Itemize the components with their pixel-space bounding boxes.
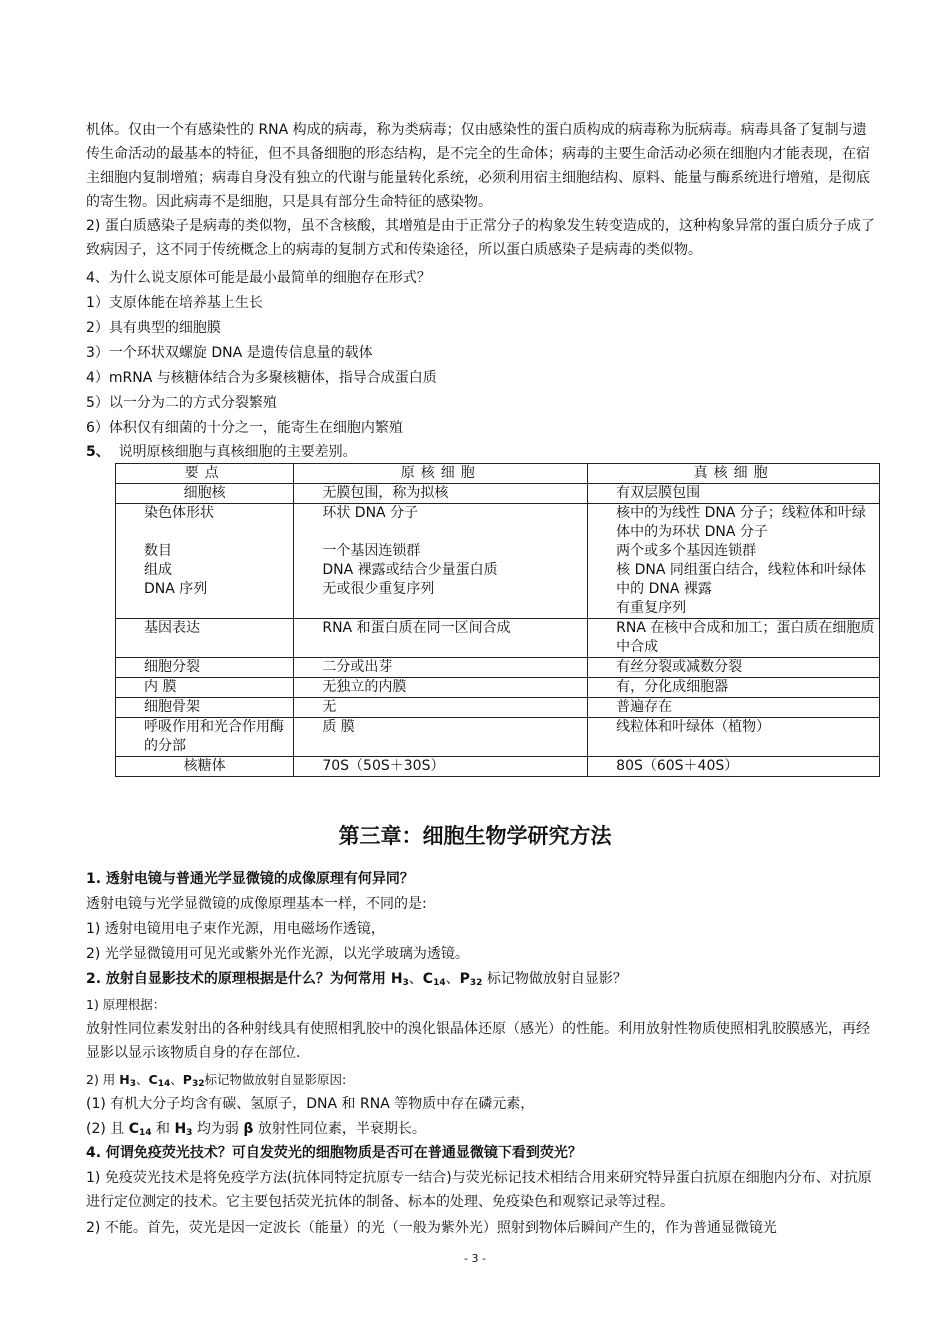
c3-q2-line-5 [86, 1117, 880, 1143]
chapter-title: 第三章：细胞生物学研究方法 [338, 823, 612, 848]
table-row [116, 619, 880, 658]
isotope-h: $H_3$ [390, 971, 409, 988]
beta-symbol: β [243, 1121, 254, 1137]
separator: 、 [170, 1072, 183, 1087]
isotope-h: $H_3$ [119, 1072, 137, 1089]
c3-q4-line-2: 2) 不能。首先，荧光是因一定波长（能量）的光（一般为紫外光）照射到物体后瞬间产生的，作为普通显微镜光 [86, 1220, 777, 1236]
table-row [116, 504, 880, 619]
table-cell: 细胞分裂 [116, 658, 294, 678]
isotope-p: $P_{32}$ [182, 1072, 205, 1089]
table-cell: 呼吸作用和光合作用酶的分部 [116, 718, 294, 757]
table-cell: 线粒体和叶绿体（植物） [588, 718, 880, 757]
table-cell: 有双层膜包围 [588, 484, 880, 504]
isotope-h: $H_3$ [174, 1121, 193, 1138]
conjunction: 和 [151, 1121, 175, 1137]
c3-q2-title-a: 2. 放射自显影技术的原理根据是什么？为何常用 [86, 971, 391, 987]
q5-number: 5、 [86, 444, 110, 460]
c3-q2-line-5a: (2) 且 [86, 1121, 129, 1137]
q4-item-6: 6）体积仅有细菌的十分之一，能寄生在细胞内繁殖 [86, 420, 403, 436]
table-cell: RNA 和蛋白质在同一区间合成 [294, 619, 588, 658]
c3-q1-line-2: 1) 透射电镜用电子束作光源，用电磁场作透镜， [86, 921, 385, 937]
c3-q2-line-4: (1) 有机大分子均含有碳、氢原子，DNA 和 RNA 等物质中存在磷元素， [86, 1096, 535, 1112]
c3-q2-line-2: 放射性同位素发射出的各种射线具有使照相乳胶中的溴化银晶体还原（感光）的性能。利用放射性物质使照相乳胶膜感光，再经显影以显示该物质自身的存在部位. [86, 1021, 870, 1061]
intro-paragraph-1: 机体。仅由一个有感染性的 RNA 构成的病毒，称为类病毒；仅由感染性的蛋白质构成的病毒称为朊病毒。病毒具备了复制与遗传生命活动的最基本的特征，但不具备细胞的形态结构，是不完全的生命体；病毒的主要生命活动必须在细胞内才能表现，在宿主细胞内复制增殖；病毒自身没有独立的代谢与能量转化系统，必须利用宿主细胞结构、原料、能量与酶系统进行增殖，是彻底的寄生物。因此病毒不是细胞，只是具有部分生命特征的感染物。 [86, 122, 870, 210]
table-row [116, 484, 880, 504]
c3-q1-title: 1. 透射电镜与普通光学显微镜的成像原理有何异同？ [86, 871, 414, 887]
isotope-c: $C_{14}$ [422, 971, 446, 988]
isotope-c: $C_{14}$ [148, 1072, 171, 1089]
c3-q2-title-b: 标记物做放射自显影？ [482, 971, 627, 987]
table-cell: 无 [294, 698, 588, 718]
separator: 、 [408, 971, 423, 987]
table-row [116, 757, 880, 777]
q4-item-5: 5）以一分为二的方式分裂繁殖 [86, 395, 277, 411]
q5-title [86, 440, 880, 464]
c3-q4-line-1: 1) 免疫荧光技术是将免疫学方法(抗体同特定抗原专一结合)与荧光标记技术相结合用来研究特异蛋白抗原在细胞内分布、对抗原进行定位测定的技术。它主要包括荧光抗体的制备、标本的处理、免疫染色和观察记录等过程。 [86, 1170, 872, 1210]
table-cell: 质 膜 [294, 718, 588, 757]
table-cell: 有，分化成细胞器 [588, 678, 880, 698]
c3-q1-line-3: 2) 光学显微镜用可见光或紫外光作光源，以光学玻璃为透镜。 [86, 946, 469, 962]
table-cell: RNA 在核中合成和加工；蛋白质在细胞质中合成 [588, 619, 880, 658]
table-cell: 基因表达 [116, 619, 294, 658]
table-cell: 环状 DNA 分子 一个基因连锁群 DNA 裸露或结合少量蛋白质 无或很少重复序列 [294, 504, 588, 619]
separator: 、 [136, 1072, 149, 1087]
c3-q2-title [86, 967, 880, 993]
table-header-cell: 真核细胞 [588, 464, 880, 484]
table-cell: 无独立的内膜 [294, 678, 588, 698]
table-cell: 无膜包围，称为拟核 [294, 484, 588, 504]
q4-item-1: 1）支原体能在培养基上生长 [86, 295, 263, 311]
table-header-row [116, 464, 880, 484]
c3-q2-line-5c: 放射性同位素，半衰期长。 [253, 1121, 426, 1137]
table-row [116, 698, 880, 718]
table-cell: 染色体形状 数目 组成 DNA 序列 [116, 504, 294, 619]
table-cell: 80S（60S＋40S） [588, 757, 880, 777]
table-cell: 70S（50S＋30S） [294, 757, 588, 777]
table-cell: 内 膜 [116, 678, 294, 698]
table-row [116, 678, 880, 698]
separator: 、 [445, 971, 460, 987]
c3-q2-line-3b: 标记物做放射自显影原因: [204, 1072, 347, 1087]
isotope-p: $P_{32}$ [459, 971, 483, 988]
c3-q2-line-3 [86, 1068, 880, 1094]
table-header-cell: 原核细胞 [294, 464, 588, 484]
table-cell: 细胞骨架 [116, 698, 294, 718]
c3-q2-line-1: 1) 原理根据： [86, 997, 166, 1012]
q4-item-2: 2）具有典型的细胞膜 [86, 320, 221, 336]
table-row [116, 658, 880, 678]
isotope-c: $C_{14}$ [128, 1121, 152, 1138]
table-cell: 二分或出芽 [294, 658, 588, 678]
c3-q2-line-3a: 2) 用 [86, 1072, 120, 1087]
c3-q4-title: 4. 何谓免疫荧光技术？可自发荧光的细胞物质是否可在普通显微镜下看到荧光？ [86, 1145, 582, 1161]
intro-paragraph-2: 2) 蛋白质感染子是病毒的类似物，虽不含核酸，其增殖是由于正常分子的构象发生转变造成的，这种构象异常的蛋白质分子成了致病因子，这不同于传统概念上的病毒的复制方式和传染途径，所以蛋白质感染子是病毒的类似物。 [86, 218, 875, 258]
q4-item-3: 3）一个环状双螺旋 DNA 是遗传信息量的载体 [86, 345, 373, 361]
table-row [116, 718, 880, 757]
comparison-table [115, 463, 880, 777]
table-cell: 核中的为线性 DNA 分子；线粒体和叶绿体中的为环状 DNA 分子 两个或多个基因连锁群 核 DNA 同组蛋白结合，线粒体和叶绿体中的 DNA 裸露 有重复序列 [588, 504, 880, 619]
q4-title: 4、为什么说支原体可能是最小最简单的细胞存在形式？ [86, 270, 431, 286]
c3-q1-line-1: 透射电镜与光学显微镜的成像原理基本一样，不同的是: [86, 896, 427, 912]
table-cell: 普遍存在 [588, 698, 880, 718]
table-cell: 有丝分裂或减数分裂 [588, 658, 880, 678]
c3-q2-line-5b: 均为弱 [192, 1121, 244, 1137]
q4-item-4: 4）mRNA 与核糖体结合为多聚核糖体，指导合成蛋白质 [86, 370, 437, 386]
page-number: - 3 - [464, 1252, 486, 1265]
table-cell: 细胞核 [116, 484, 294, 504]
q5-text: 说明原核细胞与真核细胞的主要差别。 [118, 444, 357, 460]
table-header-cell: 要点 [116, 464, 294, 484]
table-cell: 核糖体 [116, 757, 294, 777]
